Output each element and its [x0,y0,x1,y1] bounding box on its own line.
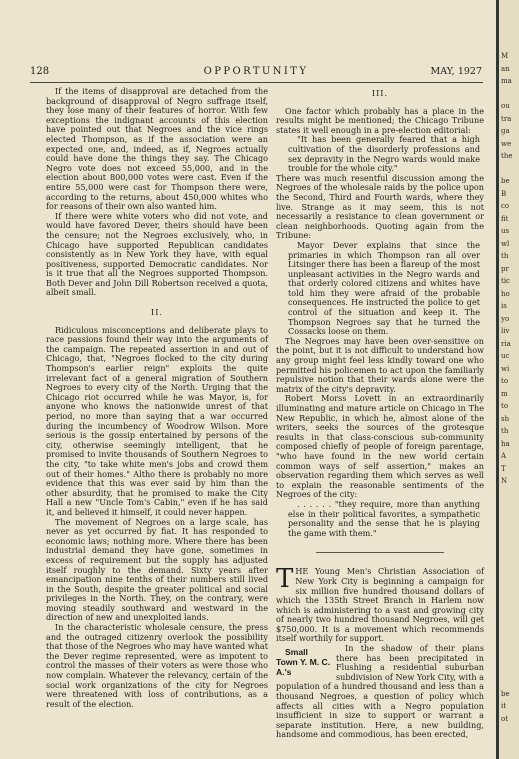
adjacent-page-fragment: is [501,302,507,310]
paragraph: Ridiculous misconceptions and deliberate plays to race passions found their way into the arguments of the campaign. The repeated assertion in and out of Chicago, that, "Negroes flocked to the city during Thompson's earlier reign" exploits the quite irrelevant fact of a general migration of Southern Negroes to every city of the North. Urging that the Chicago riot occurred while he was Mayor, is, for anyone who knows the nationwide unrest of that period, no more than saying that a war occurred during the incumbency of Woodrow Wilson. More serious is the gossip entertained by persons of the city, otherwise seemingly intelligent, that he promised to invite thousands of Southern Negroes to the city, "to take white men's jobs and crowd them out of their homes." Altho there is probably no more evidence that this was ever said by him than the other absurdity, that he promised to make the City Hall a new "Uncle Tom's Cabin," even if he has said it, and believed it himself, it could never happen. [46,324,268,517]
issue-date: MAY, 1927 [430,66,482,77]
adjacent-page-text [501,52,519,727]
adjacent-page-fragment [501,540,519,553]
adjacent-page-fragment: an [501,64,510,73]
quote-text: "they require, more than anything else in their political favorites, a sympathetic personality and the sense that he is playing the game with them." [288,498,481,538]
adjacent-page-fragment: we [501,139,512,148]
adjacent-page-fragment: N [501,477,508,485]
adjacent-page-fragment: be [501,177,510,185]
adjacent-page-fragment [501,565,519,578]
adjacent-page-fragment [501,552,519,565]
paragraph: There was much resentful discussion among the Negroes of the wholesale raids by the police upon the Second, Third and Fourth wards, where they live. Strange as it may seem, this is not necessarily a resistance to clean government or clean neighborhoods. Quoting again from the Tribune: [276,172,484,241]
paragraph: The movement of Negroes on a large scale, has never as yet occurred by fiat. It has responded to economic laws; nothing more. Where there has been industrial demand they have gone, sometimes in excess of requirement but the supply has adjusted itself roughly to the demand. Sixty years after emancipation nine tenths of their numbers still lived in the South, despite the greater political and social privileges in the North. They, on the contrary, were moving steadily southward and westward in the direction of new and unexploited lands. [46,516,268,623]
block-quote: Mayor Dever explains that since the primaries in which Thompson ran all over Litsinger there has been a flareup of the most unpleasant activities in the Negro wards and that orderly colored citizens and whites have told him they were afraid of the probable consequences. He instructed the police to get control of the situation and keep it. The Thompson Negroes say that he turned the Cossacks loose on them. [288,239,480,337]
adjacent-page-fragment [501,640,519,653]
adjacent-page-fragment [501,652,519,665]
adjacent-page-fragment: tra [501,114,512,123]
paragraph [276,564,484,644]
adjacent-page-fragment: yo [501,314,510,323]
adjacent-page-fragment: ria [501,339,511,348]
adjacent-page-fragment: ma [501,77,512,85]
paragraph: One factor which probably has a place in the results might be mentioned; the Chicago Tribune states it well enough in a pre-election editorial: [276,105,484,135]
adjacent-page-fragment [501,602,519,615]
adjacent-page-fragment: tic [501,277,510,285]
drop-cap: T [276,564,294,595]
header-rule [30,82,483,83]
running-header [30,66,482,82]
adjacent-page-fragment: the [501,152,513,160]
adjacent-page-fragment: wi [501,364,510,373]
adjacent-page-fragment [501,677,519,690]
article-text: In the shadow of their plans there has been precipitated in Flushing a residential suburban subdivision of New York City, with a population of a hundred thousand and less than a thousand Negroes, a question of policy which affects all cities with a Negro population insufficient in size to support or warrant a separate institution. Here, a new building, handsome and commodious, has been erected, [276,643,484,740]
adjacent-page-fragment: B [501,189,507,198]
block-quote: "It has been generally feared that a high cultivation of the disorderly professions and sex depravity in the Negro wards would make trouble for the whole city." [288,134,480,174]
adjacent-page-fragment: th [501,427,509,435]
paragraph: If the items of disapproval are detached from the background of disapproval of Negro suffrage itself, they lose many of their features of horror. With few exceptions the indignant accounts of this election have pointed out that Negroes and the vice rings elected Thompson, as if the association were an expected one, and, indeed, as if, Negroes actually could have done the things they say. The Chicago Negro vote does not exceed 55,000, and in the election about 800,000 votes were cast. Even if the entire 55,000 were cast for Thompson there were, according to the returns, about 450,000 whites who for reasons of their own also wanted him. [46,86,268,212]
adjacent-page-fragment [501,590,519,603]
adjacent-page-fragment: T [501,464,506,473]
section-heading: III. [371,88,389,98]
adjacent-page-fragment: th [501,252,509,260]
adjacent-page-fragment: ho [501,289,510,298]
adjacent-page-fragment [501,502,519,515]
adjacent-page-fragment: ha [501,439,510,448]
adjacent-page-fragment [501,515,519,528]
adjacent-page-fragment: ot [501,714,509,723]
adjacent-page-fragment: liv [501,327,510,335]
paragraph: If there were white voters who did not vote, and would have favored Dever, theirs should have been the censure; not the Negroes exclusively, who, in Chicago have supported Republican candidates consistently as in New York they have, with equal positiveness, supported Democratic candidates. Nor is it true that all the Negroes supported Thompson. Both Dever and John Dill Robertson received a quota, albeit small. [46,210,268,298]
adjacent-page-fragment [501,627,519,640]
adjacent-page-fragment: to [501,402,509,410]
left-column [46,87,268,709]
adjacent-page-fragment: sh [501,414,510,423]
adjacent-page-fragment: A [501,452,507,460]
paragraph: Robert Morss Lovett in an extraordinarily illuminating and mature article on Chicago in The New Republic, in which he, almost alone of the writers, seeks the sources of the grotesque results in that class-conscious sub-community composed chiefly of people of foreign parentage, "who have found in the new world certain common ways of self assertion," makes an observation regarding them which serves as well to explain the reasonable sentiments of the Negroes of the city: [276,393,484,500]
adjacent-page-fragment: ou [501,102,510,110]
adjacent-page-fragment: be [501,689,510,698]
section-separator [316,552,444,553]
adjacent-page-fragment [501,577,519,590]
adjacent-page-fragment [501,90,519,103]
ellipsis: . . . . . . [297,498,332,509]
adjacent-page-fragment: co [501,202,510,210]
adjacent-page-fragment [501,165,519,178]
magazine-title: OPPORTUNITY [203,66,309,77]
adjacent-page-fragment: to [501,377,509,385]
adjacent-page-fragment: us [501,227,510,235]
article-opening: HE Young Men's Christian Association of New York City is beginning a campaign for six million five hundred thousand dollars of which the 135th Street Branch in Harlem now which is administering to a vast and growing city of nearly two hundred thousand Negroes, will get $750,000. It is a movement which recommends itself worthily for support. [276,566,484,644]
adjacent-page-fragment [501,665,519,678]
adjacent-page-fragment: M [501,52,509,60]
adjacent-page-fragment: fit [501,214,509,223]
adjacent-page-fragment [501,615,519,628]
ymca-article [276,564,484,740]
adjacent-page-edge [499,0,519,759]
adjacent-page-fragment: uc [501,352,510,360]
adjacent-page-fragment: it [501,702,507,710]
side-heading: Small Town Y. M. C. A.'s [276,647,331,678]
adjacent-page-fragment [501,527,519,540]
adjacent-page-fragment: wl [501,239,510,248]
adjacent-page-fragment [501,490,519,503]
adjacent-page-fragment: pr [501,264,509,273]
block-quote [288,500,480,538]
paragraph: The Negroes may have been over-sensitive on the point, but it is not difficult to understand how any group might feel less kindly toward one who permitted his policemen to act upon the familiarly repulsive notion that their wards alone were the matrix of the city's depravity. [276,335,484,394]
adjacent-page-fragment: m [501,389,508,398]
right-column [276,87,484,740]
page-number: 128 [30,66,50,77]
paragraph: In the characteristic wholesale censure, the press and the outraged citizenry overlook the possibility that those of the Negroes who may have wanted what the Dever regime represented, were as impotent to control the masses of their voters as were those who now complain. Whatever the relevancy, certain of the social work organizations of the city for Negroes were threatened with loss of contributions, as a result of the election. [46,622,268,709]
section-heading: II. [151,307,163,318]
paragraph [276,644,484,740]
adjacent-page-fragment: ga [501,127,510,135]
